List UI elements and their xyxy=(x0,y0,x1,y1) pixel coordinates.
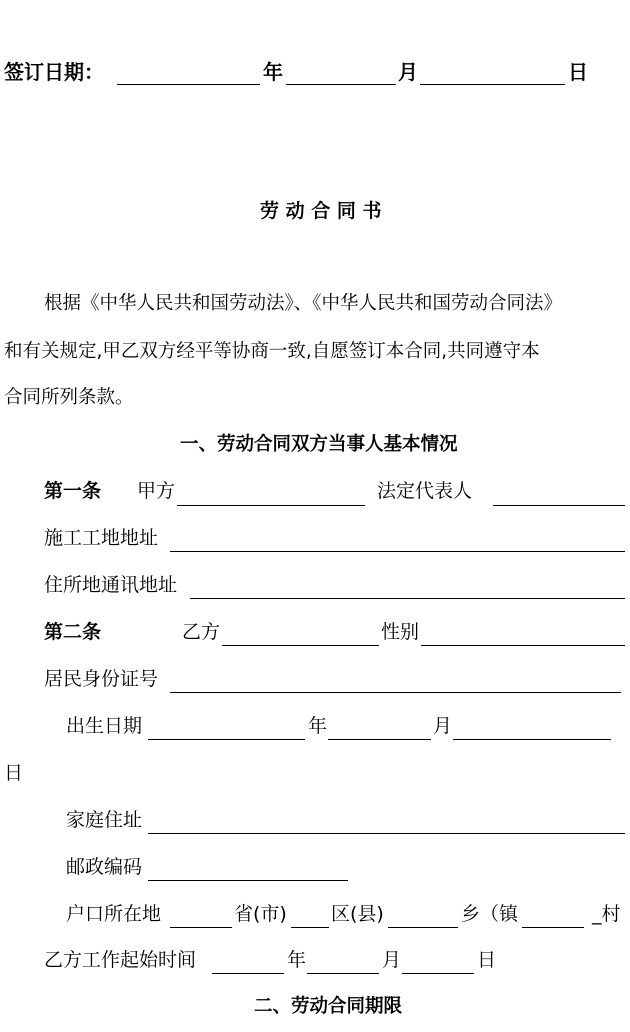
postal-code-label: 邮政编码 xyxy=(66,856,143,878)
article-1-label: 第一条 xyxy=(44,480,102,502)
home-address-label: 家庭住址 xyxy=(66,809,143,831)
village-label: _村 xyxy=(592,903,621,925)
section-1-title: 一、劳动合同双方当事人基本情况 xyxy=(180,434,458,455)
sign-date-day-label: 日 xyxy=(568,60,588,84)
start-day-label: 日 xyxy=(477,949,497,971)
id-number-field[interactable] xyxy=(170,692,621,693)
legal-rep-label: 法定代表人 xyxy=(377,480,473,502)
party-a-field[interactable] xyxy=(177,505,365,506)
gender-field[interactable] xyxy=(421,645,625,646)
mailing-address-field[interactable] xyxy=(190,598,625,599)
postal-code-field[interactable] xyxy=(148,880,348,881)
party-b-label: 乙方 xyxy=(182,621,221,643)
party-a-label: 甲方 xyxy=(137,480,176,502)
preamble-line-1: 根据《中华人民共和国劳动法》、《中华人民共和国劳动合同法》 xyxy=(44,293,563,314)
home-address-field[interactable] xyxy=(148,833,625,834)
district-label: 区(县) xyxy=(331,903,384,925)
section-2-title: 二、劳动合同期限 xyxy=(254,996,403,1017)
hukou-province-field[interactable] xyxy=(170,927,232,928)
article-2-label: 第二条 xyxy=(44,621,102,643)
start-year-field[interactable] xyxy=(212,973,284,974)
legal-rep-field[interactable] xyxy=(493,505,625,506)
sign-date-year-label: 年 xyxy=(263,60,283,84)
start-month-label: 月 xyxy=(382,949,402,971)
party-b-field[interactable] xyxy=(222,645,379,646)
start-month-field[interactable] xyxy=(307,973,379,974)
hukou-village-field[interactable] xyxy=(522,927,584,928)
mailing-address-label: 住所地通讯地址 xyxy=(44,574,178,596)
page-title: 劳 动 合 同 书 xyxy=(260,200,382,222)
birth-date-label: 出生日期 xyxy=(66,715,143,737)
id-number-label: 居民身份证号 xyxy=(44,668,159,690)
preamble-line-3: 合同所列条款。 xyxy=(4,387,134,408)
gender-label: 性别 xyxy=(381,621,420,643)
hukou-label: 户口所在地 xyxy=(66,903,162,925)
province-label: 省(市) xyxy=(234,903,287,925)
hukou-township-field[interactable] xyxy=(388,927,458,928)
birth-day-field[interactable] xyxy=(453,739,611,740)
preamble-line-2: 和有关规定,甲乙双方经平等协商一致,自愿签订本合同,共同遵守本 xyxy=(4,341,540,362)
sign-date-label: 签订日期： xyxy=(4,60,104,84)
sign-date-month-field[interactable] xyxy=(286,84,396,85)
start-time-label: 乙方工作起始时间 xyxy=(44,949,197,971)
birth-day-label: 日 xyxy=(4,762,24,784)
sign-date-day-field[interactable] xyxy=(420,84,565,85)
start-day-field[interactable] xyxy=(402,973,474,974)
birth-month-field[interactable] xyxy=(328,739,431,740)
birth-year-label: 年 xyxy=(308,715,328,737)
sign-date-month-label: 月 xyxy=(398,60,418,84)
township-label: 乡（镇 xyxy=(461,903,519,925)
hukou-district-field[interactable] xyxy=(291,927,329,928)
sign-date-year-field[interactable] xyxy=(117,84,260,85)
birth-year-field[interactable] xyxy=(148,739,305,740)
site-address-label: 施工工地地址 xyxy=(44,527,159,549)
start-year-label: 年 xyxy=(287,949,307,971)
birth-month-label: 月 xyxy=(433,715,453,737)
site-address-field[interactable] xyxy=(170,551,625,552)
